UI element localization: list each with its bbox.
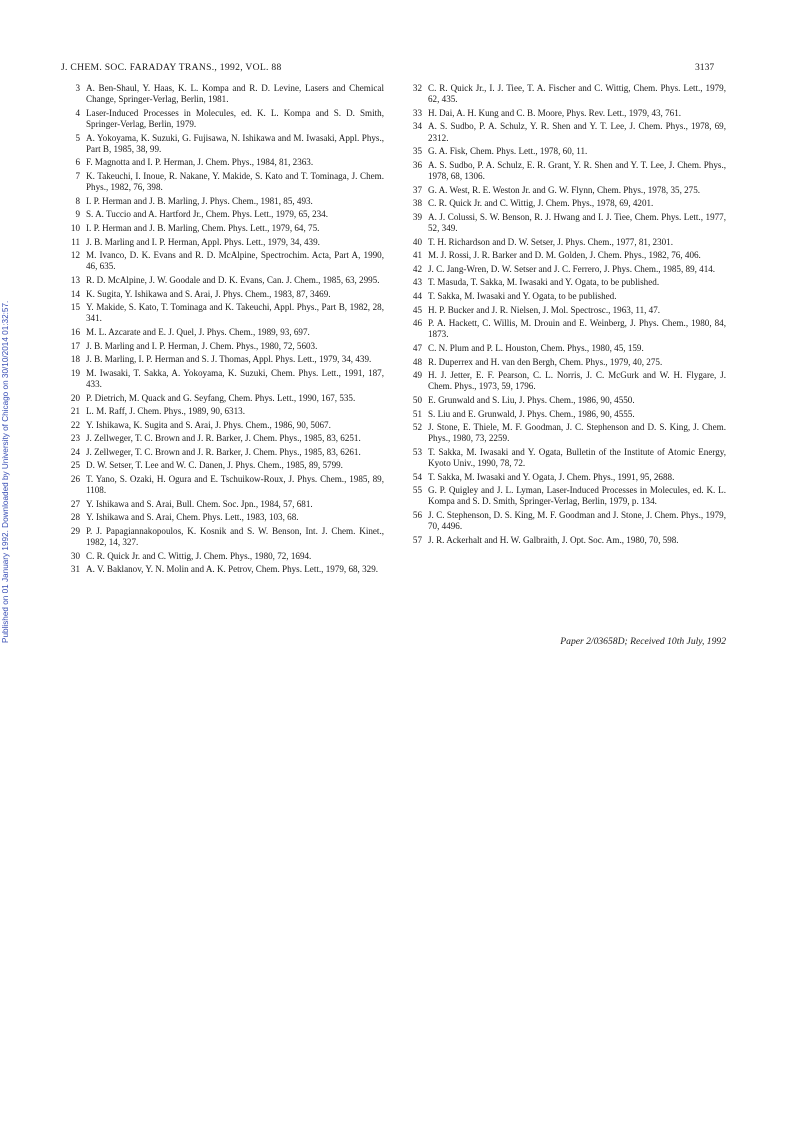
reference-number: 45	[412, 304, 422, 315]
reference-number: 25	[70, 460, 80, 471]
reference-number: 53	[412, 446, 422, 457]
reference-number: 20	[70, 392, 80, 403]
reference-text: M. J. Rossi, J. R. Barker and D. M. Golden, J. Chem. Phys., 1982, 76, 406.	[428, 250, 701, 261]
reference-number: 36	[412, 159, 422, 170]
reference-number: 49	[412, 370, 422, 381]
reference-item	[404, 318, 726, 340]
reference-text: F. Magnotta and I. P. Herman, J. Chem. Phys., 1984, 81, 2363.	[86, 157, 314, 168]
reference-item	[62, 133, 384, 155]
reference-number: 5	[75, 132, 80, 143]
reference-text: T. Masuda, T. Sakka, M. Iwasaki and Y. Ogata, to be published.	[428, 277, 660, 288]
reference-item	[404, 447, 726, 469]
reference-text: A. S. Sudbo, P. A. Schulz, Y. R. Shen and Y. T. Lee, J. Chem. Phys., 1978, 69, 2312.	[428, 121, 726, 143]
reference-item	[404, 185, 726, 196]
reference-text: T. Sakka, M. Iwasaki and Y. Ogata, Bulletin of the Institute of Atomic Energy, Kyoto Univ., 1990, 78, 72.	[428, 446, 726, 469]
reference-number: 51	[412, 408, 422, 419]
reference-number: 57	[412, 534, 422, 545]
reference-number: 17	[70, 340, 80, 351]
reference-item	[62, 209, 384, 220]
reference-number: 35	[412, 146, 422, 157]
reference-item	[62, 341, 384, 352]
reference-text: J. B. Marling, I. P. Herman and S. J. Thomas, Appl. Phys. Lett., 1979, 34, 439.	[86, 354, 372, 365]
reference-number: 29	[70, 526, 80, 537]
reference-item	[62, 171, 384, 193]
reference-number: 22	[70, 419, 80, 430]
reference-number: 21	[70, 406, 80, 417]
reference-item	[62, 406, 384, 417]
reference-text: G. A. West, R. E. Weston Jr. and G. W. Flynn, Chem. Phys., 1978, 35, 275.	[428, 184, 701, 195]
reference-number: 55	[412, 485, 422, 496]
reference-number: 24	[70, 446, 80, 457]
reference-text: A. V. Baklanov, Y. N. Molin and A. K. Petrov, Chem. Phys. Lett., 1979, 68, 329.	[86, 564, 379, 575]
reference-item	[62, 302, 384, 324]
reference-text: T. Yano, S. Ozaki, H. Ogura and E. Tschuikow-Roux, J. Phys. Chem., 1985, 89, 1108.	[86, 474, 384, 496]
reference-item	[62, 499, 384, 510]
reference-item	[404, 108, 726, 119]
reference-number: 40	[412, 236, 422, 247]
reference-number: 42	[412, 263, 422, 274]
reference-item	[404, 291, 726, 302]
reference-text: A. J. Colussi, S. W. Benson, R. J. Hwang and I. J. Tiee, Chem. Phys. Lett., 1977, 52, 349.	[428, 211, 726, 233]
reference-number: 8	[75, 195, 80, 206]
reference-item	[62, 474, 384, 496]
reference-number: 16	[70, 326, 80, 337]
reference-text: C. N. Plum and P. L. Houston, Chem. Phys., 1980, 45, 159.	[428, 342, 644, 353]
reference-text: G. A. Fisk, Chem. Phys. Lett., 1978, 60, 11.	[428, 146, 588, 157]
reference-text: K. Sugita, Y. Ishikawa and S. Arai, J. Phys. Chem., 1983, 87, 3469.	[86, 288, 331, 299]
references-left-column	[62, 83, 384, 578]
reference-number: 33	[412, 107, 422, 118]
reference-item	[62, 420, 384, 431]
reference-text: T. Sakka, M. Iwasaki and Y. Ogata, J. Chem. Phys., 1991, 95, 2688.	[428, 471, 675, 482]
reference-text: H. P. Bucker and J. R. Nielsen, J. Mol. Spectrosc., 1963, 11, 47.	[428, 304, 661, 315]
reference-text: T. Sakka, M. Iwasaki and Y. Ogata, to be published.	[428, 290, 617, 301]
reference-number: 44	[412, 290, 422, 301]
reference-item	[62, 526, 384, 548]
reference-item	[62, 551, 384, 562]
reference-text: K. Takeuchi, I. Inoue, R. Nakane, Y. Makide, S. Kato and T. Tominaga, J. Chem. Phys., 1982, 76, 398.	[86, 170, 384, 193]
reference-text: E. Grunwald and S. Liu, J. Phys. Chem., 1986, 90, 4550.	[428, 394, 635, 405]
paper-received-note: Paper 2/03658D; Received 10th July, 1992	[560, 636, 726, 647]
reference-text: J. Zellweger, T. C. Brown and J. R. Barker, J. Chem. Phys., 1985, 83, 6261.	[86, 446, 361, 457]
reference-item	[62, 327, 384, 338]
reference-item	[404, 160, 726, 182]
reference-item	[62, 157, 384, 168]
reference-item	[404, 395, 726, 406]
reference-text: Y. Ishikawa and S. Arai, Chem. Phys. Lett., 1983, 103, 68.	[86, 512, 299, 523]
watermark-text: Published on 01 January 1992. Downloaded by University of Chicago on 30/10/2014 01:32:57.	[1, 300, 10, 643]
reference-item	[404, 422, 726, 444]
reference-number: 39	[412, 211, 422, 222]
running-header: J. CHEM. SOC. FARADAY TRANS., 1992, VOL. 88	[61, 62, 282, 73]
reference-item	[62, 108, 384, 130]
reference-text: J. C. Jang-Wren, D. W. Setser and J. C. Ferrero, J. Phys. Chem., 1985, 89, 414.	[428, 263, 716, 274]
reference-text: A. Ben-Shaul, Y. Haas, K. L. Kompa and R. D. Levine, Lasers and Chemical Change, Springer-Verlag, Berlin, 1981.	[86, 83, 384, 105]
reference-item	[62, 237, 384, 248]
reference-number: 26	[70, 474, 80, 485]
reference-item	[404, 198, 726, 209]
reference-item	[404, 472, 726, 483]
reference-text: C. R. Quick Jr. and C. Wittig, J. Chem. Phys., 1980, 72, 1694.	[86, 550, 312, 561]
reference-number: 3	[75, 83, 80, 93]
reference-text: Y. Makide, S. Kato, T. Tominaga and K. Takeuchi, Appl. Phys., Part B, 1982, 28, 341.	[86, 302, 384, 324]
reference-item	[404, 121, 726, 143]
reference-item	[404, 146, 726, 157]
reference-text: M. L. Azcarate and E. J. Quel, J. Phys. Chem., 1989, 93, 697.	[86, 326, 310, 337]
reference-text: C. R. Quick Jr., I. J. Tiee, T. A. Fischer and C. Wittig, Chem. Phys. Lett., 1979, 62, 435.	[428, 83, 726, 105]
reference-item	[404, 237, 726, 248]
reference-item	[404, 409, 726, 420]
reference-item	[404, 250, 726, 261]
reference-text: C. R. Quick Jr. and C. Wittig, J. Chem. Phys., 1978, 69, 4201.	[428, 198, 654, 209]
reference-number: 19	[70, 367, 80, 378]
reference-item	[404, 305, 726, 316]
reference-item	[62, 250, 384, 272]
reference-number: 32	[412, 83, 422, 93]
reference-item	[62, 354, 384, 365]
reference-number: 31	[70, 564, 80, 575]
reference-item	[404, 343, 726, 354]
reference-number: 38	[412, 198, 422, 209]
reference-item	[62, 223, 384, 234]
reference-item	[404, 264, 726, 275]
reference-text: G. P. Quigley and J. L. Lyman, Laser-Induced Processes in Molecules, ed. K. L. Kompa and S. D. Smith, Springer-Verlag, Berlin, 1979, p. 134.	[428, 485, 726, 507]
reference-text: J. Zellweger, T. C. Brown and J. R. Barker, J. Chem. Phys., 1985, 83, 6251.	[86, 433, 361, 444]
reference-text: D. W. Setser, T. Lee and W. C. Danen, J. Phys. Chem., 1985, 89, 5799.	[86, 460, 343, 471]
reference-number: 52	[412, 422, 422, 433]
reference-text: P. J. Papagiannakopoulos, K. Kosnik and S. W. Benson, Int. J. Chem. Kinet., 1982, 14, 327.	[86, 526, 384, 548]
reference-text: S. Liu and E. Grunwald, J. Phys. Chem., 1986, 90, 4555.	[428, 408, 635, 419]
reference-item	[404, 370, 726, 392]
reference-item	[62, 564, 384, 575]
reference-number: 43	[412, 277, 422, 288]
reference-text: I. P. Herman and J. B. Marling, J. Phys. Chem., 1981, 85, 493.	[86, 195, 313, 206]
reference-text: R. D. McAlpine, J. W. Goodale and D. K. Evans, Can. J. Chem., 1985, 63, 2995.	[86, 274, 380, 285]
references-right-column	[404, 83, 726, 548]
reference-text: H. Dai, A. H. Kung and C. B. Moore, Phys. Rev. Lett., 1979, 43, 761.	[428, 107, 682, 118]
reference-number: 10	[70, 222, 80, 233]
reference-item	[404, 357, 726, 368]
reference-number: 7	[75, 170, 80, 181]
reference-text: J. Stone, E. Thiele, M. F. Goodman, J. C. Stephenson and D. S. King, J. Chem. Phys., 1980, 73, 2259.	[428, 422, 726, 444]
reference-text: M. Ivanco, D. K. Evans and R. D. McAlpine, Spectrochim. Acta, Part A, 1990, 46, 635.	[86, 250, 384, 272]
reference-text: H. J. Jetter, E. F. Pearson, C. L. Norris, J. C. McGurk and W. H. Flygare, J. Chem. Phys., 1973, 59, 1796.	[428, 370, 726, 392]
reference-number: 34	[412, 121, 422, 132]
reference-text: J. R. Ackerhalt and H. W. Galbraith, J. Opt. Soc. Am., 1980, 70, 598.	[428, 534, 679, 545]
reference-number: 27	[70, 498, 80, 509]
reference-item	[62, 289, 384, 300]
reference-item	[62, 83, 384, 105]
reference-text: Laser-Induced Processes in Molecules, ed. K. L. Kompa and S. D. Smith, Springer-Verlag, Berlin, 1979.	[86, 107, 384, 129]
reference-number: 6	[75, 157, 80, 168]
reference-text: J. C. Stephenson, D. S. King, M. F. Goodman and J. Stone, J. Chem. Phys., 1979, 70, 4496.	[428, 510, 726, 532]
reference-text: J. B. Marling and I. P. Herman, J. Chem. Phys., 1980, 72, 5603.	[86, 340, 318, 351]
reference-item	[62, 196, 384, 207]
reference-item	[62, 275, 384, 286]
reference-number: 37	[412, 184, 422, 195]
reference-item	[404, 535, 726, 546]
reference-item	[404, 212, 726, 234]
reference-text: S. A. Tuccio and A. Hartford Jr., Chem. Phys. Lett., 1979, 65, 234.	[86, 209, 328, 220]
reference-number: 50	[412, 394, 422, 405]
reference-number: 46	[412, 318, 422, 329]
reference-text: T. H. Richardson and D. W. Setser, J. Phys. Chem., 1977, 81, 2301.	[428, 236, 673, 247]
reference-number: 9	[75, 209, 80, 220]
reference-text: J. B. Marling and I. P. Herman, Appl. Phys. Lett., 1979, 34, 439.	[86, 236, 320, 247]
reference-number: 11	[71, 236, 80, 247]
reference-text: A. Yokoyama, K. Suzuki, G. Fujisawa, N. Ishikawa and M. Iwasaki, Appl. Phys., Part B, 1985, 38, 99.	[86, 132, 384, 154]
reference-item	[404, 277, 726, 288]
reference-number: 28	[70, 512, 80, 523]
reference-text: P. Dietrich, M. Quack and G. Seyfang, Chem. Phys. Lett., 1990, 167, 535.	[86, 392, 356, 403]
reference-number: 48	[412, 356, 422, 367]
reference-text: P. A. Hackett, C. Willis, M. Drouin and E. Weinberg, J. Phys. Chem., 1980, 84, 1873.	[428, 318, 726, 340]
reference-item	[404, 485, 726, 507]
reference-text: A. S. Sudbo, P. A. Schulz, E. R. Grant, Y. R. Shen and Y. T. Lee, J. Chem. Phys., 1978, 68, 1306.	[428, 159, 726, 181]
reference-number: 18	[70, 354, 80, 365]
reference-number: 56	[412, 510, 422, 521]
reference-number: 15	[70, 302, 80, 313]
reference-number: 13	[70, 274, 80, 285]
reference-text: Y. Ishikawa, K. Sugita and S. Arai, J. Phys. Chem., 1986, 90, 5067.	[86, 419, 331, 430]
reference-item	[62, 512, 384, 523]
reference-number: 23	[70, 433, 80, 444]
download-watermark	[0, 40, 13, 643]
reference-text: L. M. Raff, J. Chem. Phys., 1989, 90, 6313.	[86, 406, 245, 417]
reference-text: Y. Ishikawa and S. Arai, Bull. Chem. Soc. Jpn., 1984, 57, 681.	[86, 498, 313, 509]
reference-number: 12	[70, 250, 80, 261]
reference-item	[62, 393, 384, 404]
reference-number: 30	[70, 550, 80, 561]
reference-text: M. Iwasaki, T. Sakka, A. Yokoyama, K. Suzuki, Chem. Phys. Lett., 1991, 187, 433.	[86, 367, 384, 389]
reference-item	[404, 83, 726, 105]
reference-number: 14	[70, 288, 80, 299]
reference-number: 54	[412, 471, 422, 482]
reference-item	[404, 510, 726, 532]
reference-number: 4	[75, 107, 80, 118]
reference-number: 47	[412, 342, 422, 353]
reference-text: R. Duperrex and H. van den Bergh, Chem. Phys., 1979, 40, 275.	[428, 356, 663, 367]
reference-item	[62, 447, 384, 458]
page-number: 3137	[695, 62, 715, 73]
reference-text: I. P. Herman and J. B. Marling, Chem. Phys. Lett., 1979, 64, 75.	[86, 222, 320, 233]
reference-item	[62, 460, 384, 471]
reference-item	[62, 433, 384, 444]
reference-number: 41	[412, 250, 422, 261]
reference-item	[62, 368, 384, 390]
